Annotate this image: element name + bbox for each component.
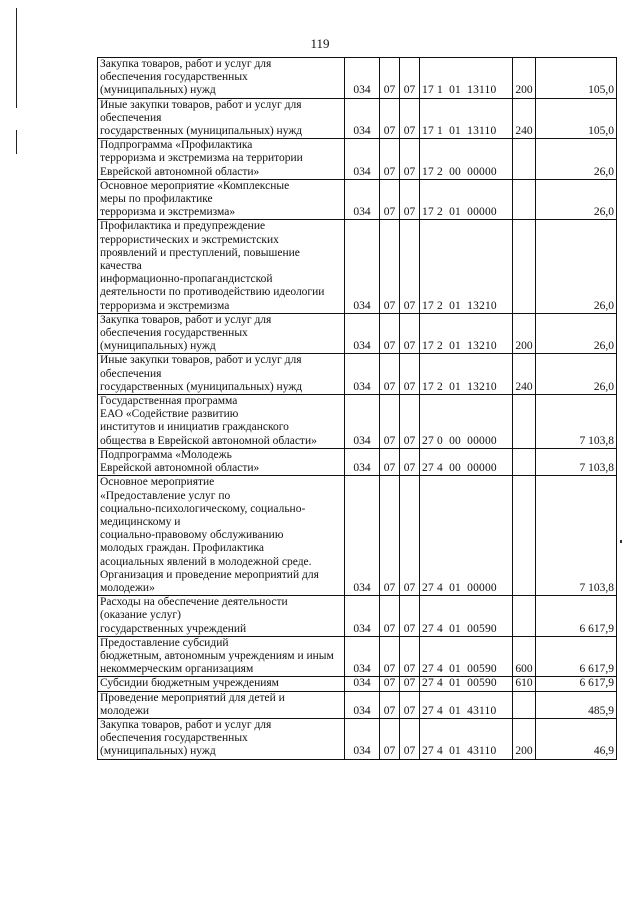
row-section-code: 07 <box>380 179 400 220</box>
row-name-line: Проведение мероприятий для детей и <box>100 691 285 704</box>
row-amount: 26,0 <box>536 179 617 220</box>
table-row <box>98 313 617 354</box>
row-name-line: социально-психологическому, социально-медицинскому и <box>100 502 306 528</box>
row-amount: 7 103,8 <box>536 448 617 475</box>
table-row <box>98 448 617 475</box>
row-name-line: Подпрограмма «Профилактика <box>100 139 253 152</box>
row-subsection-code: 07 <box>400 313 420 354</box>
row-subsection-code: 07 <box>400 98 420 139</box>
row-expense-type-code <box>513 476 536 596</box>
row-subsection-code: 07 <box>400 179 420 220</box>
scan-artifact <box>620 540 622 543</box>
table-row <box>98 718 617 759</box>
row-section-code: 07 <box>380 448 400 475</box>
row-grbs-code: 034 <box>345 395 380 449</box>
row-name <box>98 179 345 220</box>
row-target-article-code: 27 0 00 00000 <box>420 395 513 449</box>
budget-table <box>97 57 617 760</box>
table-row <box>98 596 617 637</box>
row-name <box>98 98 345 139</box>
row-name-line: Подпрограмма «Молодежь <box>100 448 232 461</box>
row-name-line: деятельности по противодействию идеологии <box>100 286 325 299</box>
row-section-code: 07 <box>380 58 400 99</box>
row-subsection-code: 07 <box>400 58 420 99</box>
row-name-line: информационно-пропагандистской <box>100 273 273 286</box>
row-grbs-code: 034 <box>345 636 380 677</box>
row-expense-type-code <box>513 596 536 637</box>
row-section-code: 07 <box>380 220 400 313</box>
table-row <box>98 476 617 596</box>
row-grbs-code: 034 <box>345 476 380 596</box>
row-name-line: государственных (муниципальных) нужд <box>100 380 303 393</box>
row-section-code: 07 <box>380 718 400 759</box>
row-name-line: Субсидии бюджетным учреждениям <box>100 677 279 690</box>
row-name-line: обеспечения <box>100 367 162 380</box>
row-name-line: Профилактика и предупреждение <box>100 220 266 233</box>
row-target-article-code: 27 4 00 00000 <box>420 448 513 475</box>
row-name <box>98 596 345 637</box>
row-name-line: бюджетным, автономным учреждениям и иным <box>100 649 334 662</box>
row-grbs-code: 034 <box>345 139 380 180</box>
row-section-code: 07 <box>380 395 400 449</box>
row-name-line: ЕАО «Содействие развитию <box>100 408 239 421</box>
row-name <box>98 139 345 180</box>
row-target-article-code: 17 1 01 13110 <box>420 98 513 139</box>
table-row <box>98 395 617 449</box>
row-name-line: Основное мероприятие <box>100 476 215 489</box>
row-subsection-code: 07 <box>400 636 420 677</box>
row-subsection-code: 07 <box>400 718 420 759</box>
scan-edge-rule <box>16 8 17 108</box>
row-section-code: 07 <box>380 476 400 596</box>
row-amount: 46,9 <box>536 718 617 759</box>
row-section-code: 07 <box>380 98 400 139</box>
table-row <box>98 677 617 691</box>
row-name-line: террористических и экстремистских <box>100 233 279 246</box>
row-name-line: Закупка товаров, работ и услуг для <box>100 58 272 70</box>
row-name-line: Предоставление субсидий <box>100 636 229 649</box>
row-amount: 6 617,9 <box>536 636 617 677</box>
row-name-line: (муниципальных) нужд <box>100 745 216 758</box>
row-name-line: Основное мероприятие «Комплексные <box>100 179 290 192</box>
row-name-line: терроризма и экстремизма <box>100 299 230 312</box>
row-name <box>98 718 345 759</box>
row-name-line: (муниципальных) нужд <box>100 84 216 97</box>
row-name-line: Иные закупки товаров, работ и услуг для <box>100 354 302 367</box>
row-target-article-code: 27 4 01 00590 <box>420 636 513 677</box>
row-grbs-code: 034 <box>345 596 380 637</box>
row-expense-type-code <box>513 179 536 220</box>
row-target-article-code: 27 4 01 00590 <box>420 596 513 637</box>
row-name-line: обеспечения государственных <box>100 327 248 340</box>
row-name-line: Иные закупки товаров, работ и услуг для <box>100 98 302 111</box>
row-section-code: 07 <box>380 636 400 677</box>
row-section-code: 07 <box>380 596 400 637</box>
row-amount: 26,0 <box>536 313 617 354</box>
row-name <box>98 677 345 691</box>
row-amount: 7 103,8 <box>536 395 617 449</box>
row-grbs-code: 034 <box>345 58 380 99</box>
row-grbs-code: 034 <box>345 677 380 691</box>
row-expense-type-code <box>513 395 536 449</box>
row-name-line: «Предоставление услуг по <box>100 489 231 502</box>
row-name <box>98 448 345 475</box>
table-row <box>98 139 617 180</box>
row-expense-type-code <box>513 220 536 313</box>
row-name-line: Расходы на обеспечение деятельности <box>100 596 288 609</box>
row-target-article-code: 27 4 01 43110 <box>420 691 513 718</box>
row-subsection-code: 07 <box>400 139 420 180</box>
table-row <box>98 220 617 313</box>
row-name-line: терроризма и экстремизма на территории <box>100 152 303 165</box>
row-target-article-code: 17 1 01 13110 <box>420 58 513 99</box>
row-name-line: асоциальных явлений в молодежной среде. <box>100 555 312 568</box>
row-target-article-code: 17 2 00 00000 <box>420 139 513 180</box>
row-name-line: государственных учреждений <box>100 622 247 635</box>
row-target-article-code: 17 2 01 13210 <box>420 354 513 395</box>
row-subsection-code: 07 <box>400 476 420 596</box>
table-row <box>98 58 617 99</box>
row-subsection-code: 07 <box>400 677 420 691</box>
row-target-article-code: 27 4 01 43110 <box>420 718 513 759</box>
row-name-line: общества в Еврейской автономной области» <box>100 434 317 447</box>
row-section-code: 07 <box>380 354 400 395</box>
row-amount: 26,0 <box>536 354 617 395</box>
row-target-article-code: 17 2 01 00000 <box>420 179 513 220</box>
row-name-line: Закупка товаров, работ и услуг для <box>100 313 272 326</box>
row-name-line: социально-правовому обслуживанию <box>100 529 284 542</box>
row-name-line: Закупка товаров, работ и услуг для <box>100 718 272 731</box>
row-name-line: обеспечения <box>100 111 162 124</box>
row-grbs-code: 034 <box>345 718 380 759</box>
row-name-line: обеспечения государственных <box>100 71 248 84</box>
row-name-line: обеспечения государственных <box>100 732 248 745</box>
row-subsection-code: 07 <box>400 448 420 475</box>
row-name-line: Государственная программа <box>100 395 238 408</box>
table-row <box>98 179 617 220</box>
row-name-line: государственных (муниципальных) нужд <box>100 125 303 138</box>
row-amount: 485,9 <box>536 691 617 718</box>
row-target-article-code: 27 4 01 00590 <box>420 677 513 691</box>
row-grbs-code: 034 <box>345 179 380 220</box>
row-name <box>98 476 345 596</box>
row-subsection-code: 07 <box>400 395 420 449</box>
row-section-code: 07 <box>380 691 400 718</box>
row-expense-type-code: 240 <box>513 354 536 395</box>
row-name-line: молодежи <box>100 704 150 717</box>
row-target-article-code: 17 2 01 13210 <box>420 313 513 354</box>
row-amount: 26,0 <box>536 139 617 180</box>
row-grbs-code: 034 <box>345 220 380 313</box>
row-subsection-code: 07 <box>400 220 420 313</box>
page-number: 119 <box>310 36 330 51</box>
scan-edge-rule <box>16 130 17 154</box>
row-grbs-code: 034 <box>345 354 380 395</box>
row-expense-type-code <box>513 448 536 475</box>
row-section-code: 07 <box>380 139 400 180</box>
row-expense-type-code: 200 <box>513 58 536 99</box>
row-name <box>98 220 345 313</box>
row-name-line: качества <box>100 260 142 273</box>
row-name-line: терроризма и экстремизма» <box>100 206 236 219</box>
row-name-line: Еврейской автономной области» <box>100 462 260 475</box>
row-name-line: институтов и инициатив гражданского <box>100 421 289 434</box>
row-expense-type-code: 200 <box>513 313 536 354</box>
row-grbs-code: 034 <box>345 98 380 139</box>
row-amount: 6 617,9 <box>536 677 617 691</box>
row-name-line: молодых граждан. Профилактика <box>100 542 264 555</box>
table-row <box>98 691 617 718</box>
row-subsection-code: 07 <box>400 691 420 718</box>
table-row <box>98 354 617 395</box>
row-name-line: проявлений и преступлений, повышение <box>100 246 300 259</box>
row-section-code: 07 <box>380 313 400 354</box>
row-name-line: Организация и проведение мероприятий для молодежи» <box>100 568 319 594</box>
row-name-line: меры по профилактике <box>100 193 213 206</box>
row-expense-type-code: 240 <box>513 98 536 139</box>
row-name <box>98 313 345 354</box>
row-expense-type-code <box>513 139 536 180</box>
row-amount: 105,0 <box>536 98 617 139</box>
row-name-line: (оказание услуг) <box>100 609 181 622</box>
row-section-code: 07 <box>380 677 400 691</box>
row-target-article-code: 17 2 01 13210 <box>420 220 513 313</box>
budget-table-body <box>98 58 617 760</box>
row-name <box>98 354 345 395</box>
row-name <box>98 691 345 718</box>
row-amount: 6 617,9 <box>536 596 617 637</box>
row-name-line: Еврейской автономной области» <box>100 165 260 178</box>
row-name-line: (муниципальных) нужд <box>100 340 216 353</box>
row-name <box>98 395 345 449</box>
table-row <box>98 98 617 139</box>
row-subsection-code: 07 <box>400 596 420 637</box>
row-expense-type-code: 610 <box>513 677 536 691</box>
row-grbs-code: 034 <box>345 448 380 475</box>
row-name <box>98 58 345 99</box>
row-target-article-code: 27 4 01 00000 <box>420 476 513 596</box>
row-amount: 105,0 <box>536 58 617 99</box>
row-name <box>98 636 345 677</box>
row-expense-type-code <box>513 691 536 718</box>
row-subsection-code: 07 <box>400 354 420 395</box>
table-row <box>98 636 617 677</box>
row-name-line: некоммерческим организациям <box>100 663 254 676</box>
row-grbs-code: 034 <box>345 691 380 718</box>
row-grbs-code: 034 <box>345 313 380 354</box>
row-expense-type-code: 200 <box>513 718 536 759</box>
row-amount: 7 103,8 <box>536 476 617 596</box>
row-amount: 26,0 <box>536 220 617 313</box>
row-expense-type-code: 600 <box>513 636 536 677</box>
